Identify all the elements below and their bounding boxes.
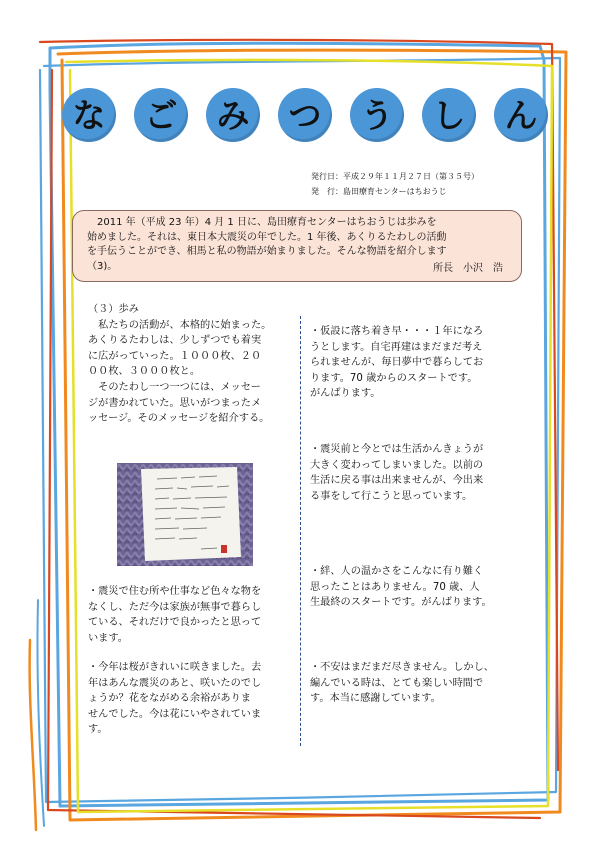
intro-box [72, 210, 522, 282]
issue-date: 発行日：平成２９年１１月２７日（第３５号） [311, 172, 479, 181]
left-bullet-1 [88, 584, 261, 646]
title-char: ん [504, 95, 538, 135]
title-circle [350, 88, 404, 142]
paragraph-line: ッセージ。そのメッセージを紹介する。 [88, 413, 270, 425]
bullet-line: ・今年は桜がきれいに咲きました。去 [88, 662, 262, 673]
paragraph-line: に広がっていった。１０００枚、２０ [88, 350, 262, 362]
bullet-line: ている、それだけで良かったと思って [88, 617, 262, 629]
bullet-line: 生活に戻る事は出来ませんが、今出来 [310, 475, 484, 487]
title-char: ご [144, 95, 178, 135]
paragraph-line: あくりるたわしは、少しずつでも着実 [88, 335, 262, 347]
title-char: つ [288, 95, 322, 135]
scrubber-message-photo [117, 463, 253, 566]
paragraph-line: ジが書かれていた。思いがつまったメ [88, 397, 262, 409]
title-circle [494, 88, 548, 142]
publisher: 発 行：島田療育センターはちおうじ [311, 187, 447, 196]
intro-line: （3)。 [87, 260, 118, 272]
bullet-line: ・仮設に落ち着き早・・・１年になろ [310, 326, 484, 337]
left-column-intro [88, 302, 271, 427]
left-bullet-2 [88, 660, 261, 738]
paragraph-line: そのたわし一つ一つには、メッセー [88, 381, 261, 393]
frame-orange-tail [30, 640, 36, 830]
title-char: な [72, 95, 106, 135]
title-circle [134, 88, 188, 142]
section-heading: （３）歩み [88, 304, 139, 315]
newsletter-title [62, 88, 552, 144]
intro-line: 始めました。それは、東日本大震災の年でした。1 年後、あくりるたわしの活動 [87, 231, 447, 243]
bullet-line: がんばります。 [310, 388, 381, 400]
title-char: み [216, 95, 250, 135]
bullet-line: ・絆、人の温かさをこんなに有り難く [310, 566, 484, 577]
intro-line: 2011 年（平成 23 年）4 月 1 日に、島田療育センターはちおうじは歩みを [87, 217, 437, 228]
bullet-line: 年はあんな震災のあと、咲いたのでし [88, 677, 262, 689]
bullet-line: います。 [88, 632, 128, 644]
director-signature: 所長 小沢 浩 [433, 262, 503, 274]
bullet-line: うとします。自宅再建はまだまだ考え [310, 341, 483, 353]
paragraph-line: 私たちの活動が、本格的に始まった。 [88, 319, 272, 331]
bullet-line: られませんが、毎日夢中で暮らしてお [310, 357, 484, 369]
bullet-line: 編んでいる時は、とても楽しい時間で [310, 677, 484, 689]
title-circle [278, 88, 332, 142]
right-bullet-3 [310, 564, 492, 611]
bullet-line: ・震災前と今とでは生活かんきょうが [310, 444, 484, 455]
bullet-line: す。 [88, 724, 108, 736]
right-bullet-4 [310, 660, 494, 707]
title-circle [422, 88, 476, 142]
bullet-line: ょうか？花をながめる余裕がありま [88, 693, 251, 705]
paragraph-line: ００枚、３０００枚と。 [88, 366, 201, 378]
bullet-line: 大きく変わってしまいました。以前の [310, 459, 484, 471]
title-char: し [432, 95, 466, 135]
bullet-line: ります。70 歳からのスタートです。 [310, 372, 478, 384]
intro-line: を手伝うことができ、相馬と私の物語が始まりました。そんな物語を紹介します [87, 246, 447, 257]
right-bullet-2 [310, 442, 483, 504]
bullet-line: 思ったことはありません。70 歳、人 [310, 581, 480, 593]
title-char: う [360, 95, 394, 135]
title-circle [62, 88, 116, 142]
bullet-line: ・震災で住む所や仕事など色々な物を [88, 586, 262, 597]
bullet-line: せんでした。今は花にいやされていま [88, 708, 262, 720]
bullet-line: す。本当に感謝しています。 [310, 693, 441, 705]
column-divider [300, 316, 301, 746]
bullet-line: る事をして行こうと思っています。 [310, 490, 473, 502]
right-bullet-1 [310, 324, 483, 402]
title-circle [206, 88, 260, 142]
bullet-line: ・不安はまだまだ尽きません。しかし、 [310, 662, 494, 673]
bullet-line: なくし、ただ今は家族が無事で暮らし [88, 601, 262, 613]
bullet-line: 生最終のスタートです。がんばります。 [310, 597, 492, 609]
frame-blue-tail [37, 600, 44, 826]
